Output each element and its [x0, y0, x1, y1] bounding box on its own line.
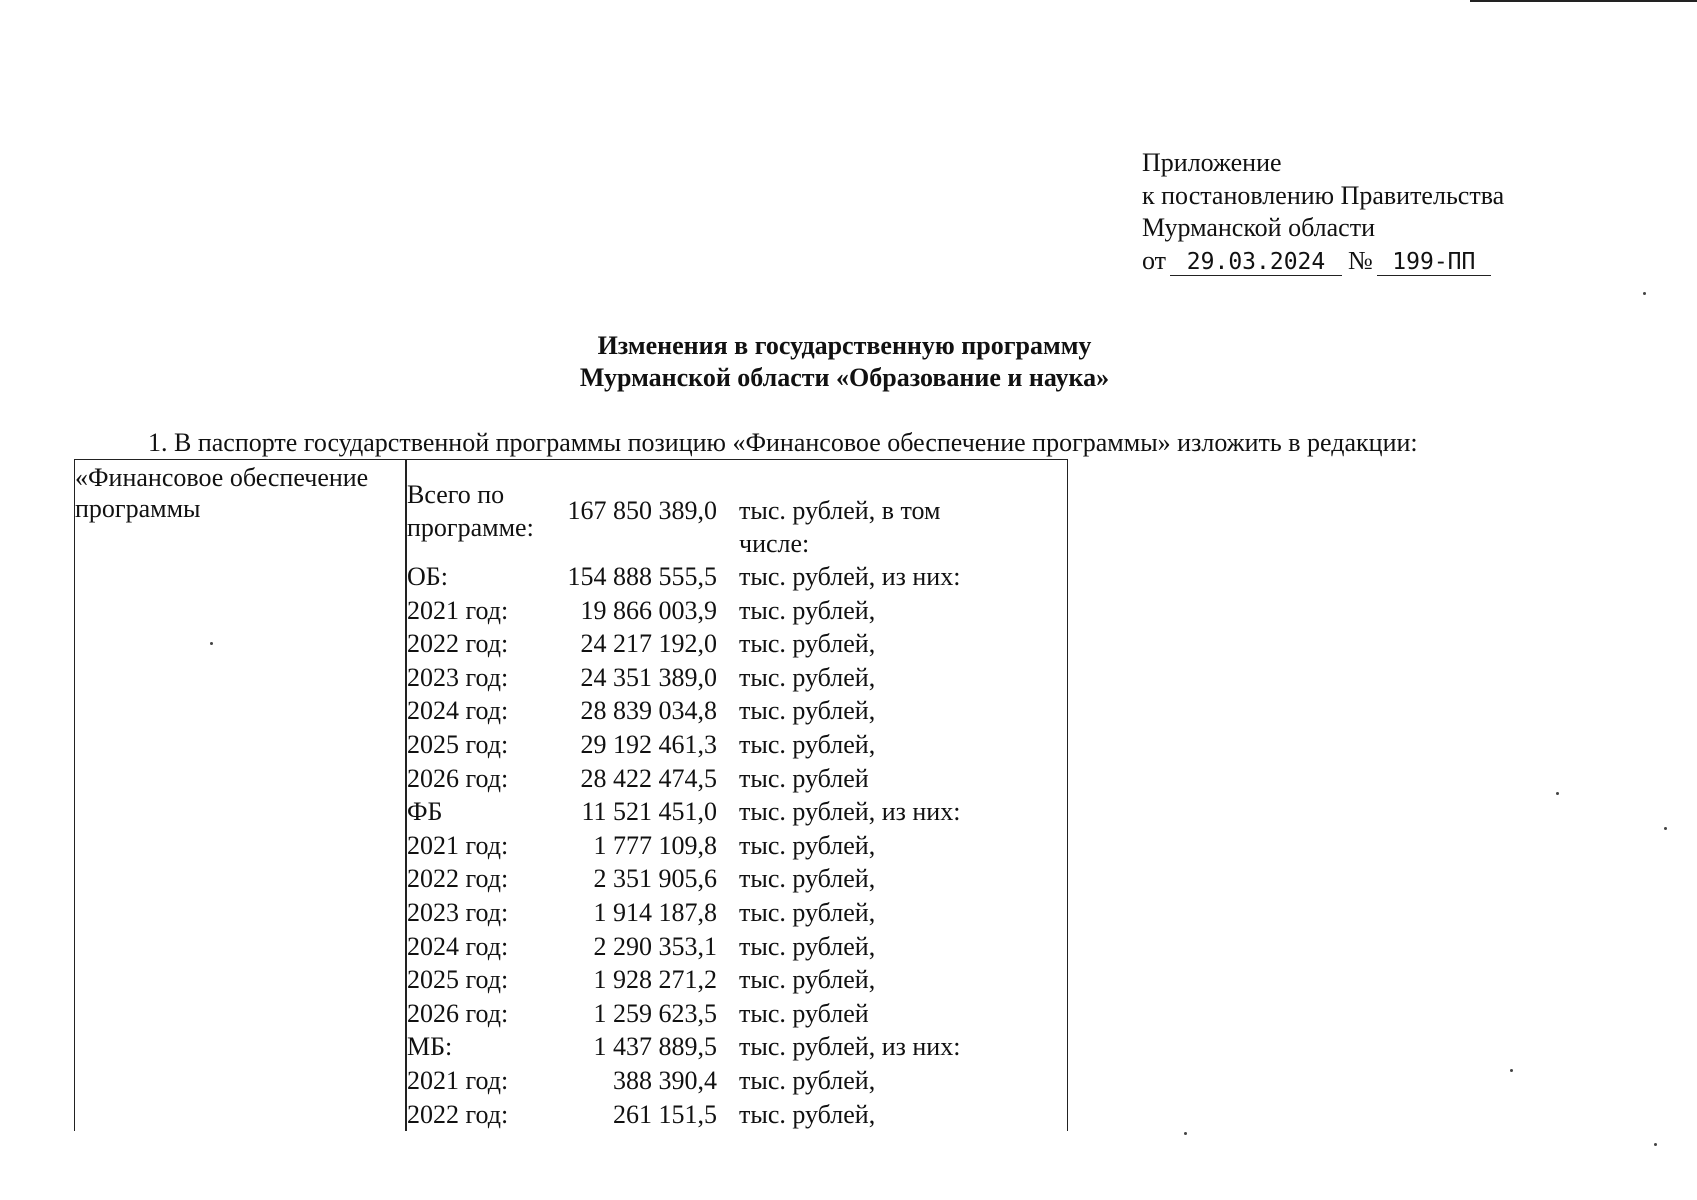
financing-row: [407, 1030, 1067, 1064]
row-unit: тыс. рублей,: [739, 662, 876, 692]
scan-speck: [1664, 827, 1667, 830]
row-amount: 28 839 034,8: [580, 696, 717, 726]
appendix-line-3: Мурманской области: [1142, 213, 1375, 242]
row-amount: 24 217 192,0: [580, 629, 717, 659]
row-amount: 24 351 389,0: [580, 662, 717, 692]
appendix-line-2: к постановлению Правительства: [1142, 180, 1505, 210]
financing-table: [74, 459, 1068, 1131]
row-label: 2023 год:: [407, 897, 509, 927]
row-unit: тыс. рублей,: [739, 965, 876, 995]
number-sign: №: [1348, 245, 1373, 275]
row-label: 2026 год:: [407, 763, 509, 793]
row-unit: тыс. рублей,: [739, 830, 876, 860]
row-unit: тыс. рублей: [739, 763, 869, 793]
document-title-line-2: Мурманской области «Образование и наука»: [579, 363, 1110, 392]
row-label: 2022 год:: [407, 864, 509, 894]
row-unit: тыс. рублей, из них:: [739, 797, 961, 827]
row-label: 2023 год:: [407, 662, 509, 692]
row-amount: 1 914 187,8: [593, 897, 717, 927]
row-label: 2024 год:: [407, 696, 509, 726]
row-label: 2021 год:: [407, 830, 509, 860]
row-label: 2021 год:: [407, 595, 509, 625]
row-amount: 29 192 461,3: [580, 729, 717, 759]
table-left-label: «Финансовое обеспечение программы: [75, 463, 369, 523]
row-unit: тыс. рублей,: [739, 864, 876, 894]
financing-row: [407, 963, 1067, 997]
financing-row: [407, 694, 1067, 728]
financing-row: [407, 627, 1067, 661]
scan-speck: [1654, 1143, 1657, 1146]
row-label: 2022 год:: [407, 629, 509, 659]
row-unit: тыс. рублей, в том числе:: [739, 496, 941, 558]
row-amount: 388 390,4: [613, 1065, 717, 1095]
scan-speck: [1184, 1132, 1187, 1135]
financing-row: [407, 661, 1067, 695]
row-amount: 19 866 003,9: [580, 595, 717, 625]
financing-row: [407, 997, 1067, 1031]
scan-speck: [210, 642, 213, 645]
scan-speck: [1643, 292, 1646, 295]
document-title-line-1: Изменения в государственную программу: [597, 331, 1092, 360]
row-amount: 2 290 353,1: [593, 931, 717, 961]
row-unit: тыс. рублей,: [739, 629, 876, 659]
resolution-number: 199-ПП: [1377, 249, 1491, 276]
row-label: МБ:: [407, 1032, 453, 1062]
row-label: 2025 год:: [407, 965, 509, 995]
resolution-date: 29.03.2024: [1170, 249, 1342, 276]
row-amount: 1 437 889,5: [593, 1032, 717, 1062]
row-unit: тыс. рублей,: [739, 595, 876, 625]
row-label: Всего по программе:: [407, 480, 534, 542]
row-unit: тыс. рублей,: [739, 897, 876, 927]
financing-row: [407, 762, 1067, 796]
financing-row: [407, 896, 1067, 930]
financing-row: [407, 478, 1067, 560]
financing-row: [407, 560, 1067, 594]
row-amount: 1 259 623,5: [593, 998, 717, 1028]
appendix-line-1: Приложение: [1142, 148, 1282, 177]
financing-row: [407, 594, 1067, 628]
scan-speck: [1510, 1069, 1513, 1072]
document-title: [0, 330, 1689, 394]
row-unit: тыс. рублей, из них:: [739, 562, 961, 591]
financing-row: [407, 1064, 1067, 1098]
row-amount: 261 151,5: [613, 1099, 717, 1129]
row-amount: 1 777 109,8: [593, 830, 717, 860]
row-label: ФБ: [407, 797, 443, 827]
row-label: ОБ:: [407, 562, 448, 591]
row-unit: тыс. рублей,: [739, 931, 876, 961]
financing-row: [407, 829, 1067, 863]
row-unit: тыс. рублей,: [739, 696, 876, 726]
financing-row: [407, 728, 1067, 762]
row-unit: тыс. рублей, из них:: [739, 1032, 961, 1062]
financing-row: [407, 795, 1067, 829]
row-amount: 1 928 271,2: [593, 965, 717, 995]
row-label: 2022 год:: [407, 1099, 509, 1129]
row-unit: тыс. рублей: [739, 998, 869, 1028]
financing-row: [407, 1098, 1067, 1132]
scan-speck: [1556, 792, 1559, 795]
financing-row: [407, 862, 1067, 896]
row-amount: 167 850 389,0: [567, 496, 717, 525]
row-amount: 2 351 905,6: [593, 864, 717, 894]
row-unit: тыс. рублей,: [739, 729, 876, 759]
financing-row: [407, 930, 1067, 964]
row-label: 2025 год:: [407, 729, 509, 759]
row-amount: 28 422 474,5: [580, 763, 717, 793]
row-label: 2021 год:: [407, 1065, 509, 1095]
intro-paragraph: 1. В паспорте государственной программы позицию «Финансовое обеспечение программы» изложить в редакции:: [148, 428, 1418, 457]
row-label: 2024 год:: [407, 931, 509, 961]
row-amount: 11 521 451,0: [581, 797, 717, 827]
appendix-block: [1142, 147, 1504, 277]
row-unit: тыс. рублей,: [739, 1065, 876, 1095]
appendix-date-line: [1142, 245, 1504, 278]
financing-rows: [407, 478, 1067, 1131]
row-amount: 154 888 555,5: [567, 562, 717, 591]
row-unit: тыс. рублей,: [739, 1099, 876, 1129]
date-prefix: от: [1142, 245, 1167, 275]
scan-edge-line: [1470, 0, 1697, 2]
row-label: 2026 год:: [407, 998, 509, 1028]
